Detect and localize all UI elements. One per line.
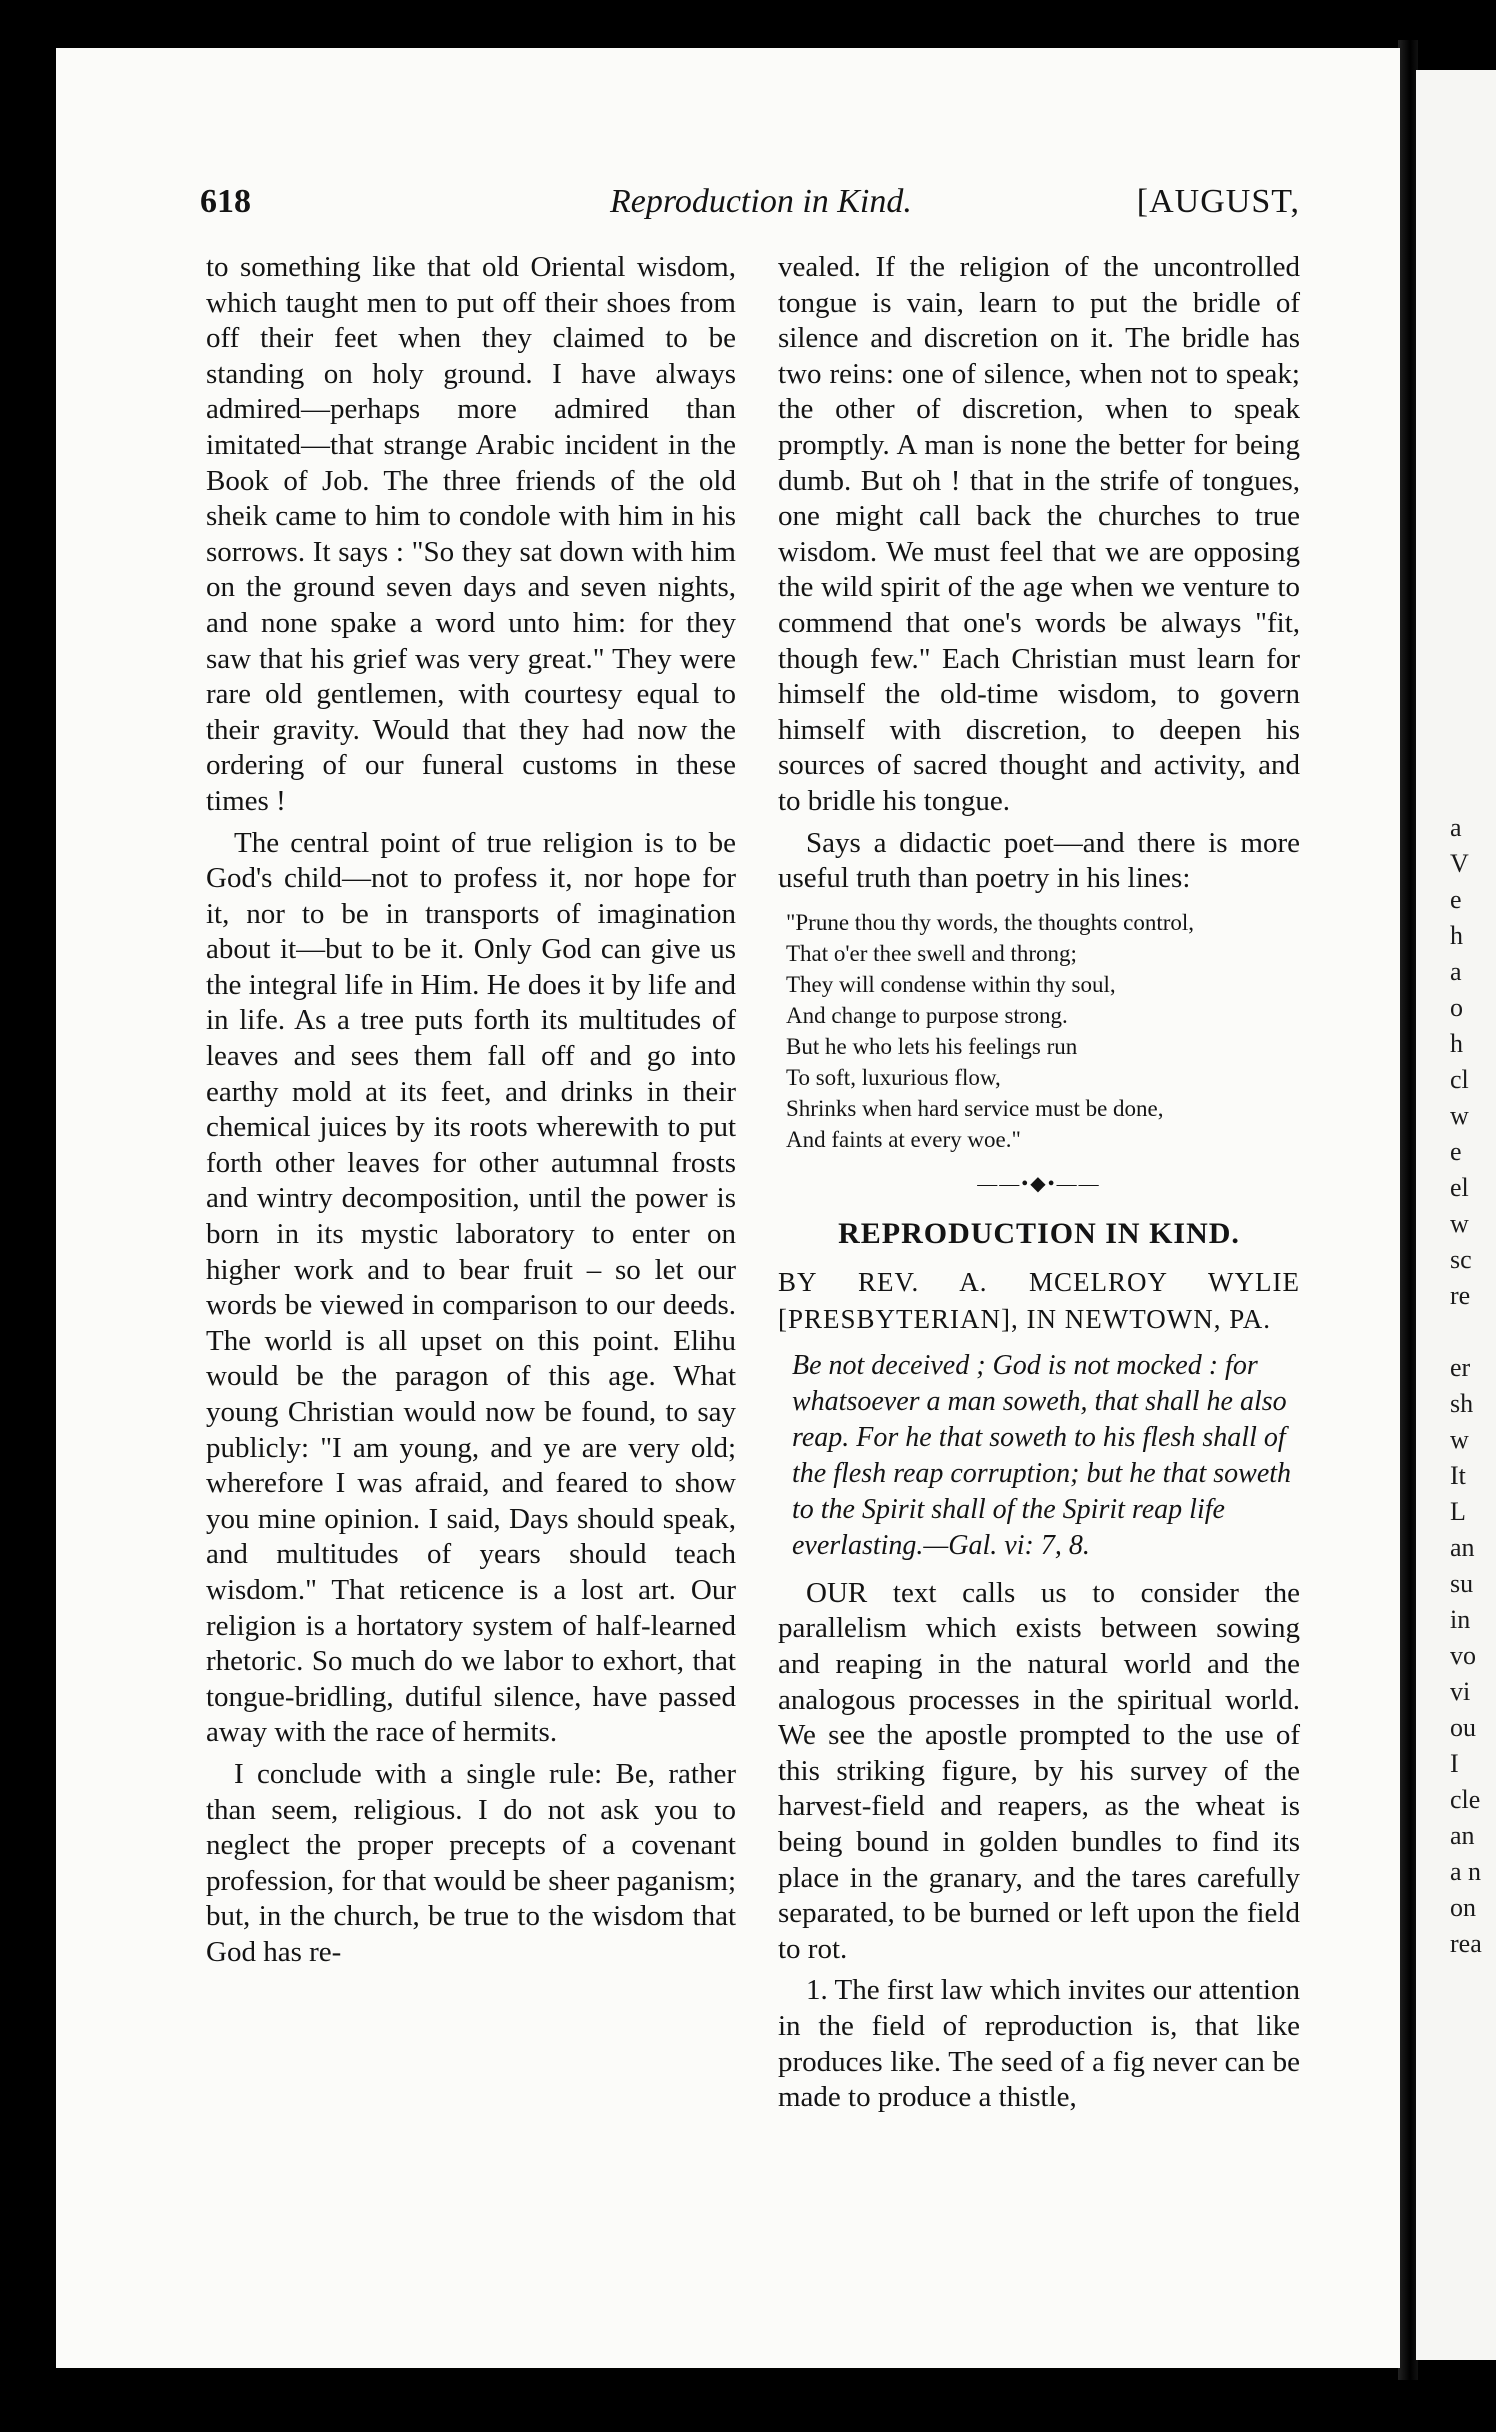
poem-quote: "Prune thou thy words, the thoughts control, That o'er thee swell and throng; They will condense within thy soul, And change to purpose strong. But he who lets his feelings run To soft, luxurious flow, Shrinks when hard service must be done, And faints at every woe." xyxy=(786,909,1195,1152)
scripture-epigraph: Be not deceived ; God is not mocked : for whatsoever a man soweth, that shall he also reap. For he that soweth to his flesh shall of the flesh reap corruption; but he that soweth to the Spirit shall of the Spirit reap life everlasting.—Gal. vi: 7, 8. xyxy=(792,1349,1292,1561)
byline: BY REV. A. MCELROY WYLIE [PRESBYTERIAN], IN NEWTOWN, PA. xyxy=(778,1266,1300,1334)
running-header xyxy=(200,175,1300,235)
section-divider: ——•◆•—— xyxy=(977,1172,1101,1195)
month-label: [AUGUST, xyxy=(1136,183,1300,220)
paragraph: 1. The first law which invites our attention in the field of reproduction is, that like produces like. The seed of a fig never can be made to produce a thistle, xyxy=(778,1974,1300,2114)
paragraph: The central point of true religion is to be God's child—not to profess it, nor hope for it, nor to be in transports of imagination about it—but to be it. Only God can give us the integral life in Him. He does it by life and in life. As a tree puts forth its multitudes of leaves and sees them fall off and go into earthy mold at its feet, and drinks in their chemical juices by its roots wherewith to put forth other leaves for other autumnal frosts and wintry decomposition, until the power is born in its mystic laboratory to enter on higher work and to bear fruit – so let our words be viewed in comparison to our deeds. The world is all upset on this point. Elihu would be the paragon of this age. What young Christian would now be found, to say publicly: "I am young, and ye are very old; wherefore I was afraid, and feared to show you mine opinion. I said, Days should speak, and multitudes of years should teach wisdom." That reticence is a lost art. Our religion is a hortatory system of half-learned rhetoric. So much do we labor to exhort, that tongue-bridling, dutiful silence, have passed away with the race of hermits. xyxy=(206,826,736,1749)
facing-page-fragments: a V e h a o h cl w e el w sc re er sh w It L an su in vo vi ou I cle an a n on rea xyxy=(1450,813,1482,1958)
section-title: REPRODUCTION IN KIND. xyxy=(838,1217,1240,1251)
left-column xyxy=(206,250,736,1977)
paragraph: OUR text calls us to consider the parallelism which exists between sowing and reaping in the natural world and the analogous processes in the spiritual world. We see the apostle prompted to the use of this striking figure, by his survey of the harvest-field and reapers, as the wheat is being bound in golden bundles to find its place in the granary, and the tares carefully separated, to be burned or left upon the field to rot. xyxy=(778,1576,1300,1965)
paragraph: Says a didactic poet—and there is more useful truth than poetry in his lines: xyxy=(778,826,1300,895)
right-column xyxy=(778,250,1300,2122)
paragraph: to something like that old Oriental wisdom, which taught men to put off their shoes from off their feet when they claimed to be standing on holy ground. I have always admired—perhaps more admired than imitated—that strange Arabic incident in the Book of Job. The three friends of the old sheik came to him to condole with him in his sorrows. It says : "So they sat down with him on the ground seven days and seven nights, and none spake a word unto him: for they saw that his grief was very great." They were rare old gentlemen, with courtesy equal to their gravity. Would that they had now the ordering of our funeral customs in these times ! xyxy=(206,251,736,817)
page-number: 618 xyxy=(200,183,251,220)
paragraph: vealed. If the religion of the uncontrolled tongue is vain, learn to put the bridle of silence and discretion on it. The bridle has two reins: one of silence, when not to speak; the other of discretion, when to speak promptly. A man is none the better for being dumb. But oh ! that in the strife of tongues, one might call back the churches to true wisdom. We must feel that we are opposing the wild spirit of the age when we venture to commend that one's words be always "fit, though few." Each Christian must learn for himself the old-time wisdom, to govern himself with discretion, to deepen his sources of sacred thought and activity, and to bridle his tongue. xyxy=(778,251,1300,817)
running-title: Reproduction in Kind. xyxy=(610,183,912,220)
paragraph: I conclude with a single rule: Be, rather than seem, religious. I do not ask you to neglect the proper precepts of a covenant profession, for that would be sheer paganism; but, in the church, be true to the wisdom that God has re- xyxy=(206,1757,736,1968)
binding-gutter xyxy=(1398,40,1418,2380)
